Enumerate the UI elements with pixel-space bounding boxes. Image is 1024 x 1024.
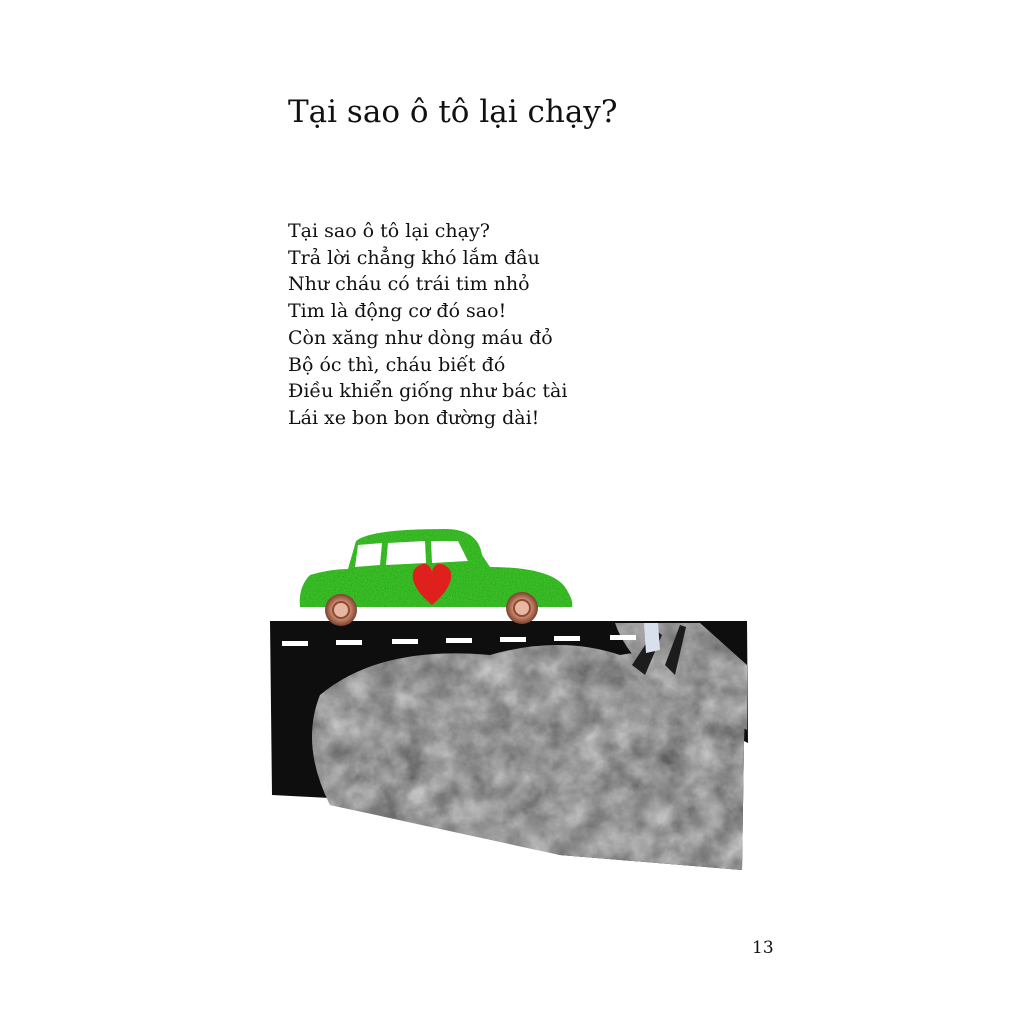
poem-line: Tại sao ô tô lại chạy? [288,220,490,242]
wheel-icon [325,594,357,626]
road-icon [270,621,748,870]
poem-line: Điều khiển giống như bác tài [288,380,568,403]
car-icon [300,529,573,626]
car-on-road-illustration [260,515,760,880]
poem-line: Trả lời chẳng khó lắm đâu [288,246,540,269]
poem-line: Lái xe bon bon đường dài! [288,406,540,429]
page-title: Tại sao ô tô lại chạy? [288,94,618,130]
wheel-icon [506,592,538,624]
poem-line: Bộ óc thì, cháu biết đó [288,353,506,376]
page-number: 13 [752,938,774,958]
poem-line: Tim là động cơ đó sao! [288,300,507,323]
poem [288,218,567,432]
poem-line: Còn xăng như dòng máu đỏ [288,326,553,349]
poem-line: Như cháu có trái tim nhỏ [288,273,530,296]
